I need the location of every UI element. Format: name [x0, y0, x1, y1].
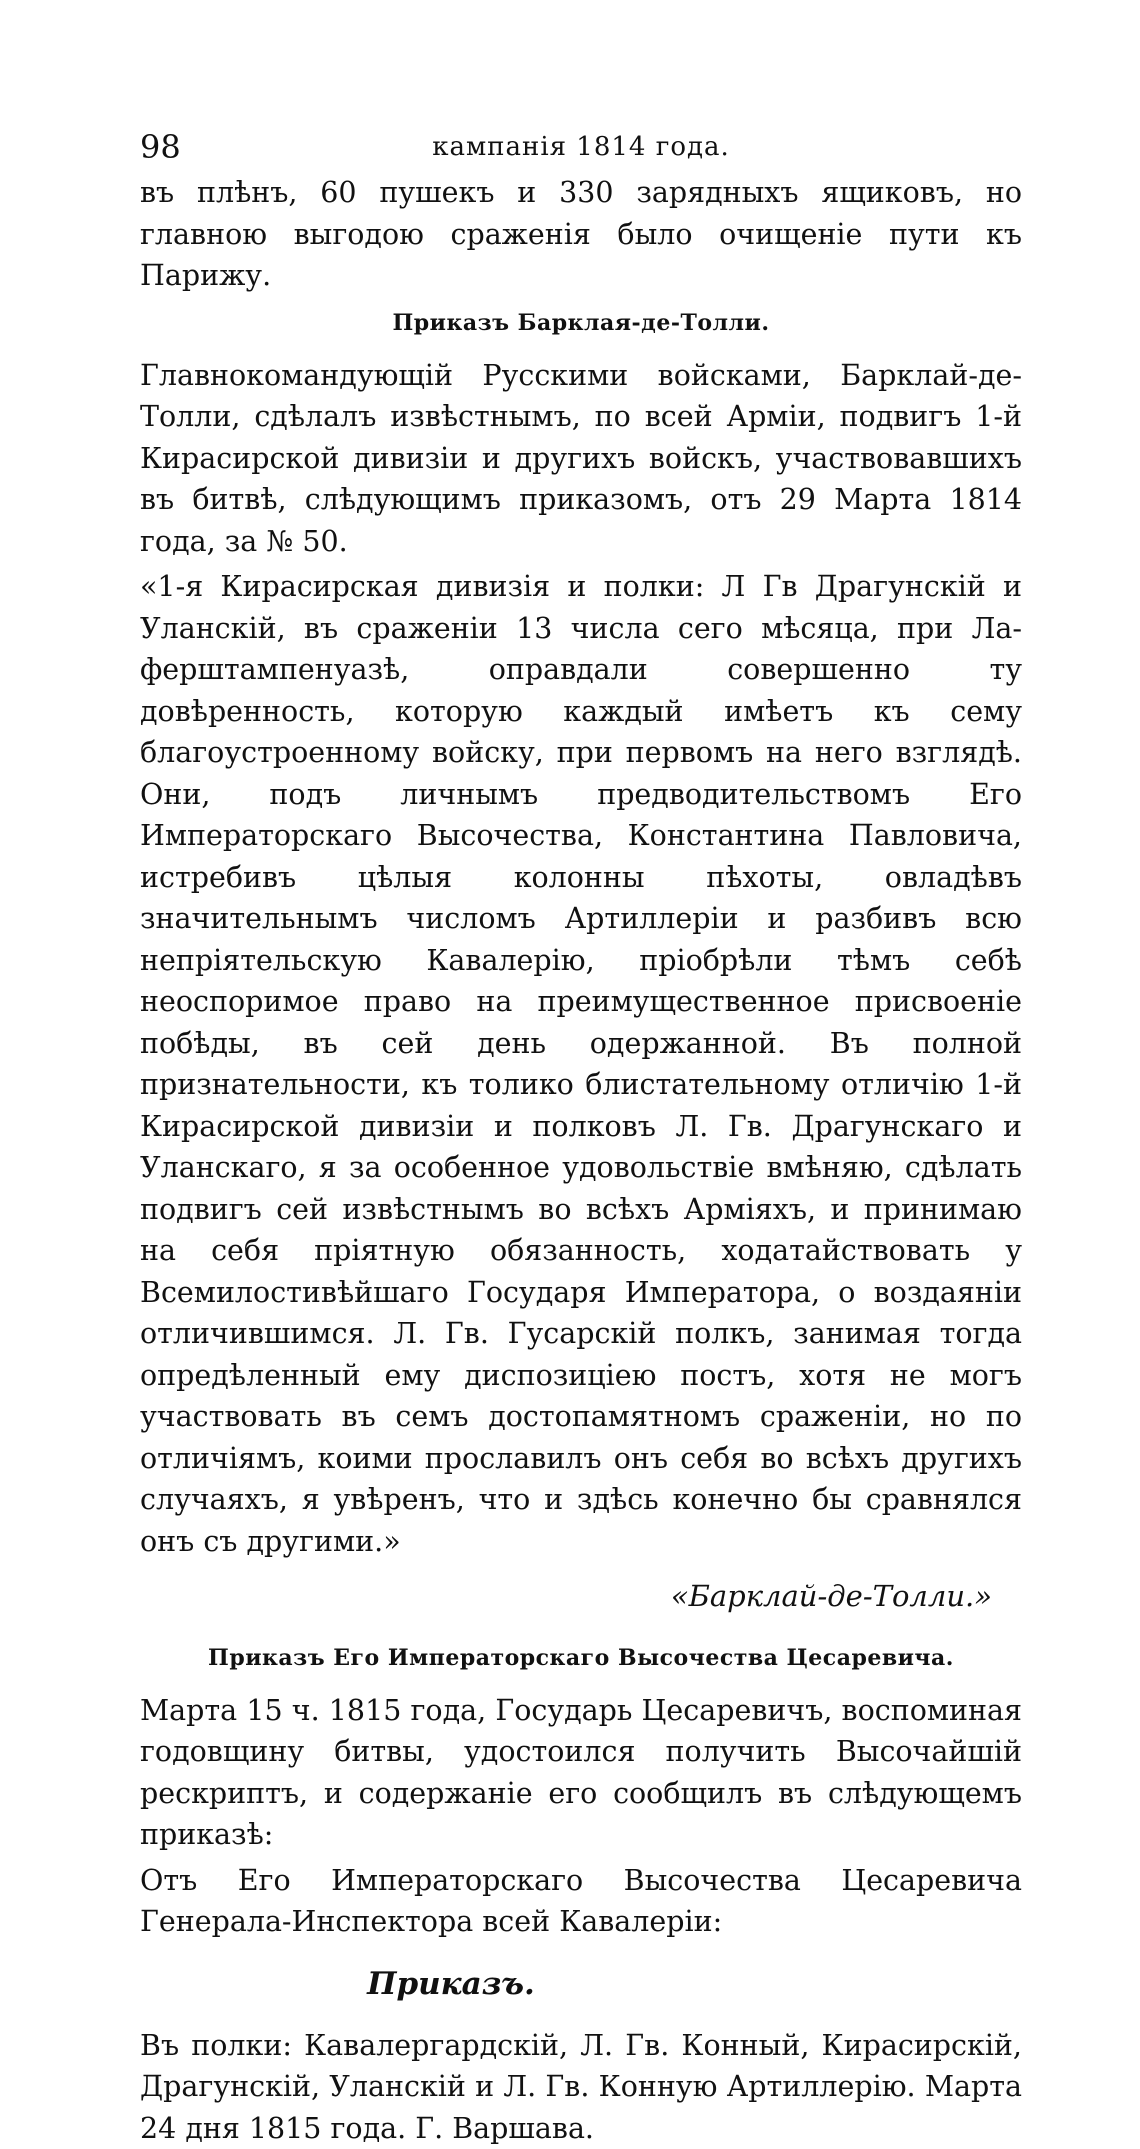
section-heading-tsesarevich-order: Приказъ Его Императорскаго Высочества Цесаревича.: [140, 1644, 1022, 1672]
paragraph-regiments: Въ полки: Кавалергардскій, Л. Гв. Конный, Кирасирскій, Драгунскій, Уланскій и Л. Гв. Конную Артиллерію. Марта 24 дня 1815 года. Г. Варшава.: [140, 2025, 1022, 2149]
page-number: 98: [140, 128, 181, 166]
page-header: [140, 110, 1022, 172]
paragraph-continuation: въ плѣнъ, 60 пушекъ и 330 зарядныхъ ящиковъ, но главною выгодою сраженія было очищеніе пути къ Парижу.: [140, 172, 1022, 297]
running-head: кампанія 1814 года.: [140, 132, 1022, 162]
body-text: [140, 172, 1022, 2149]
section-heading-barclay-order: Приказъ Барклая-де-Толли.: [140, 309, 1022, 337]
paragraph-rescript-intro: Марта 15 ч. 1815 года, Государь Цесаревичъ, воспоминая годовщину битвы, удостоился получить Высочайшій рескриптъ, и содержаніе его сообщилъ въ слѣдующемъ приказѣ:: [140, 1690, 1022, 1856]
paragraph-barclay-intro: Главнокомандующій Русскими войсками, Барклай-де-Толли, сдѣлалъ извѣстнымъ, по всей Арміи, подвигъ 1-й Кирасирской дивизіи и другихъ войскъ, участвовавшихъ въ битвѣ, слѣдующимъ приказомъ, отъ 29 Марта 1814 года, за № 50.: [140, 355, 1022, 563]
order-heading: Приказъ.: [140, 1963, 1022, 2005]
signature-barclay: «Барклай-де-Толли.»: [140, 1576, 1022, 1618]
book-page: [140, 110, 1022, 2149]
paragraph-from-tsesarevich: Отъ Его Императорскаго Высочества Цесаревича Генерала-Инспектора всей Кавалеріи:: [140, 1860, 1022, 1943]
paragraph-barclay-order-text: «1-я Кирасирская дивизія и полки: Л Гв Драгунскій и Уланскій, въ сраженіи 13 числа сего мѣсяца, при Лаферштампенуазѣ, оправдали совершенно ту довѣренность, которую каждый имѣетъ къ сему благоустроенному войску, при первомъ на него взглядѣ. Они, подъ личнымъ предводительствомъ Его Императорскаго Высочества, Константина Павловича, истребивъ цѣлыя колонны пѣхоты, овладѣвъ значительнымъ числомъ Артиллеріи и разбивъ всю непріятельскую Кавалерію, пріобрѣли тѣмъ себѣ неоспоримое право на преимущественное присвоеніе побѣды, въ сей день одержанной. Въ полной признательности, къ толико блистательному отличію 1-й Кирасирской дивизіи и полковъ Л. Гв. Драгунскаго и Уланскаго, я за особенное удовольствіе вмѣняю, сдѣлать подвигъ сей извѣстнымъ во всѣхъ Арміяхъ, и принимаю на себя пріятную обязанность, ходатайствовать у Всемилостивѣйшаго Государя Императора, о воздаяніи отличившимся. Л. Гв. Гусарскій полкъ, занимая тогда опредѣленный ему диспозиціею постъ, хотя не могъ участвовать въ семъ достопамятномъ сраженіи, но по отличіямъ, коими прославилъ онъ себя во всѣхъ другихъ случаяхъ, я увѣренъ, что и здѣсь конечно бы сравнялся онъ съ другими.»: [140, 566, 1022, 1562]
